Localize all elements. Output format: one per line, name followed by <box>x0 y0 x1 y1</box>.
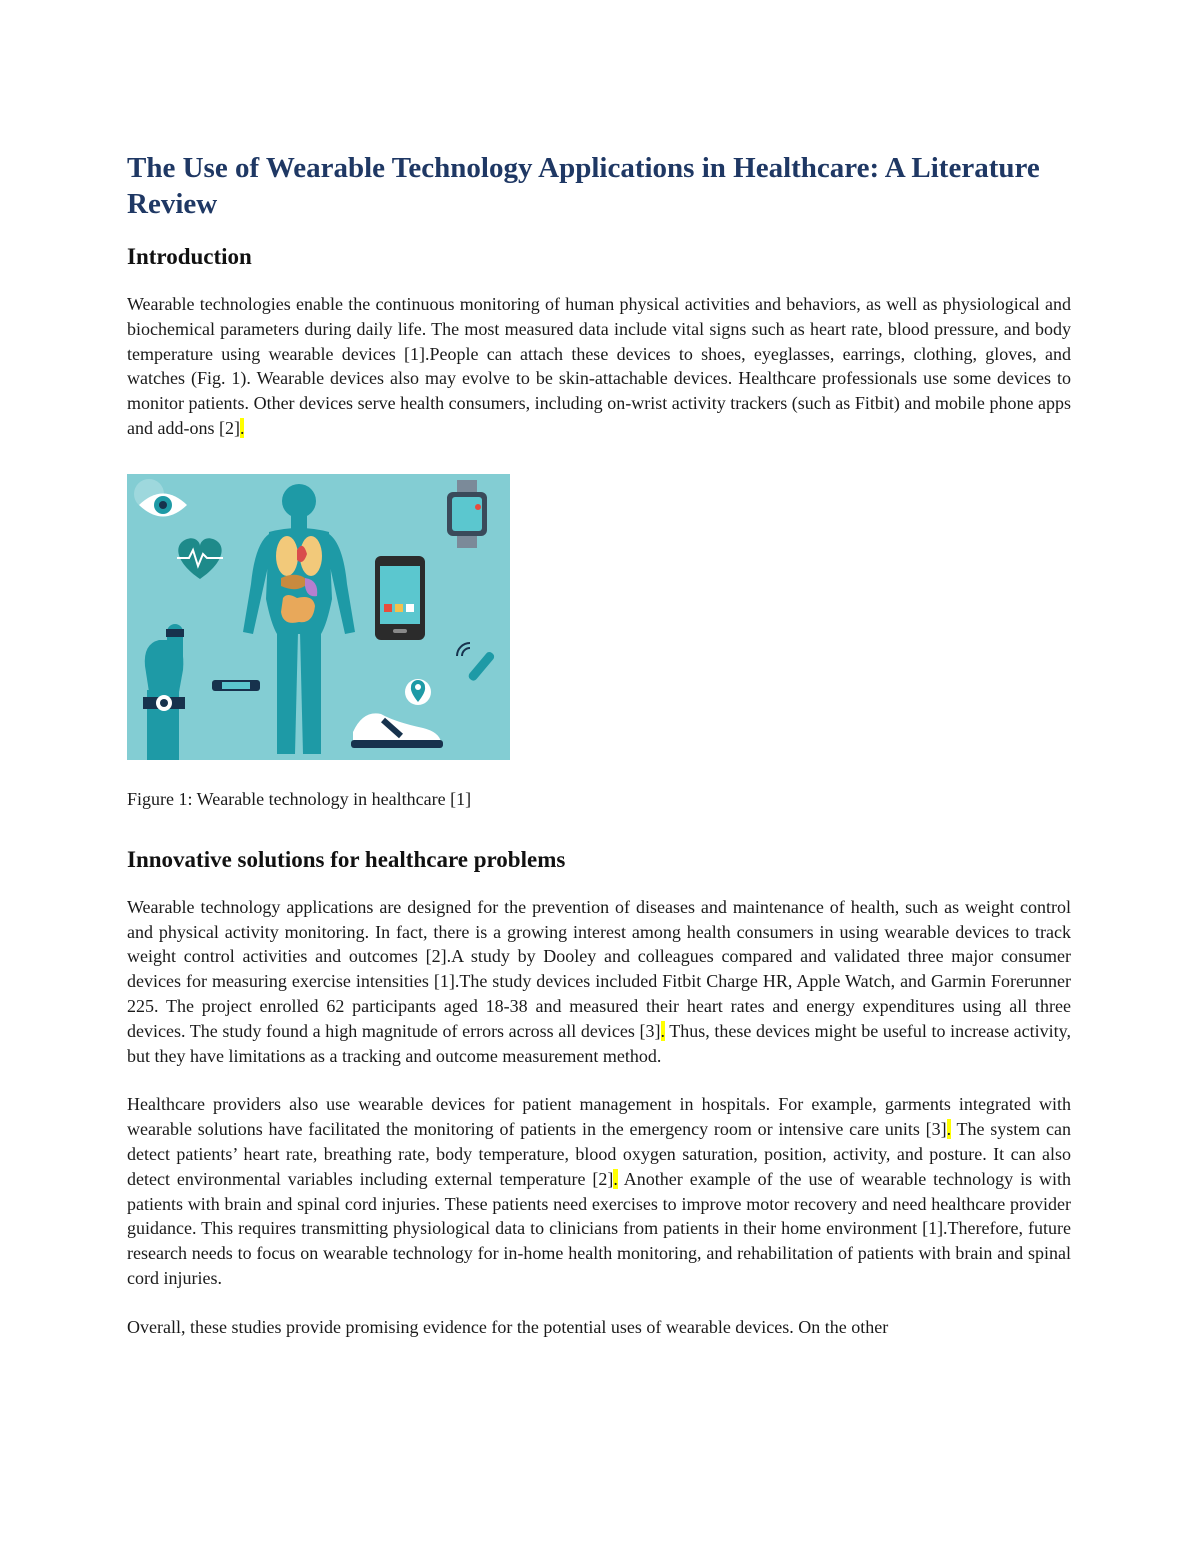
document-content <box>127 150 1071 1340</box>
page-title: The Use of Wearable Technology Applications in Healthcare: A Literature Review <box>127 152 1040 220</box>
paragraph-text: Thus, these devices might be useful to increase activity, but they have limitations as a tracking and outcome measurement method. <box>127 1020 1071 1066</box>
intro-paragraph <box>127 292 1071 441</box>
paragraph-text: The system can detect patients’ heart rate, breathing rate, body temperature, blood oxygen saturation, position, activity, and posture. It can also detect environmental variables including external temperature [2] <box>127 1119 1071 1189</box>
highlight-mark: . <box>613 1168 618 1189</box>
highlight-mark: . <box>239 417 245 438</box>
highlight-mark: . <box>660 1020 665 1041</box>
section-heading: Innovative solutions for healthcare problems <box>127 846 566 872</box>
hand-watch-icon <box>143 640 185 760</box>
smartphone-icon <box>375 556 425 640</box>
wristband-icon <box>212 680 260 691</box>
intro-heading: Introduction <box>127 244 252 269</box>
paragraph-text: Healthcare providers also use wearable devices for patient management in hospitals. For example, garments integrated with wearable solutions have facilitated the monitoring of patients in the emergency room or intensive care units [3] <box>127 1094 1071 1140</box>
figure-wearable-tech <box>127 474 510 760</box>
paragraph-text: Wearable technology applications are designed for the prevention of diseases and maintenance of health, such as weight control and physical activity monitoring. In fact, there is a growing interest among health consumers in using wearable devices to track weight control activities and outcomes [2].A study by Dooley and colleagues compared and validated three major consumer devices for measuring exercise intensities [1].The study devices included Fitbit Charge HR, Apple Watch, and Garmin Forerunner 225. The project enrolled 62 participants aged 18-38 and measured their heart rates and energy expenditures using all three devices. The study found a high magnitude of errors across all devices [3] <box>127 896 1071 1041</box>
figure-illustration <box>127 474 510 760</box>
intro-text: Wearable technologies enable the continuous monitoring of human physical activities and behaviors, as well as physiological and biochemical parameters during daily life. The most measured data include vital signs such as heart rate, blood pressure, and body temperature using wearable devices [1].People can attach these devices to shoes, eyeglasses, earrings, clothing, gloves, and watches (Fig. 1). Wearable devices also may evolve to be skin-attachable devices. Healthcare professionals use some devices to monitor patients. Other devices serve health consumers, including on-wrist activity trackers (such as Fitbit) and mobile phone apps and add-ons [2] <box>127 294 1071 438</box>
section-paragraph-1 <box>127 895 1071 1069</box>
section-paragraph-2 <box>127 1092 1071 1290</box>
highlight-mark: . <box>946 1119 952 1140</box>
section-paragraph-3: Overall, these studies provide promising evidence for the potential uses of wearable devices. On the other <box>127 1316 889 1337</box>
paragraph-text: Another example of the use of wearable technology is with patients with brain and spinal cord injuries. These patients need exercises to improve motor recovery and need healthcare provider guidance. This requires transmitting physiological data to clinicians from patients in their home environment [1].Therefore, future research needs to focus on wearable technology for in-home health monitoring, and rehabilitation of patients with brain and spinal cord injuries. <box>127 1168 1071 1288</box>
location-pin-icon <box>405 679 431 705</box>
figure-caption: Figure 1: Wearable technology in healthcare [1] <box>127 788 472 809</box>
